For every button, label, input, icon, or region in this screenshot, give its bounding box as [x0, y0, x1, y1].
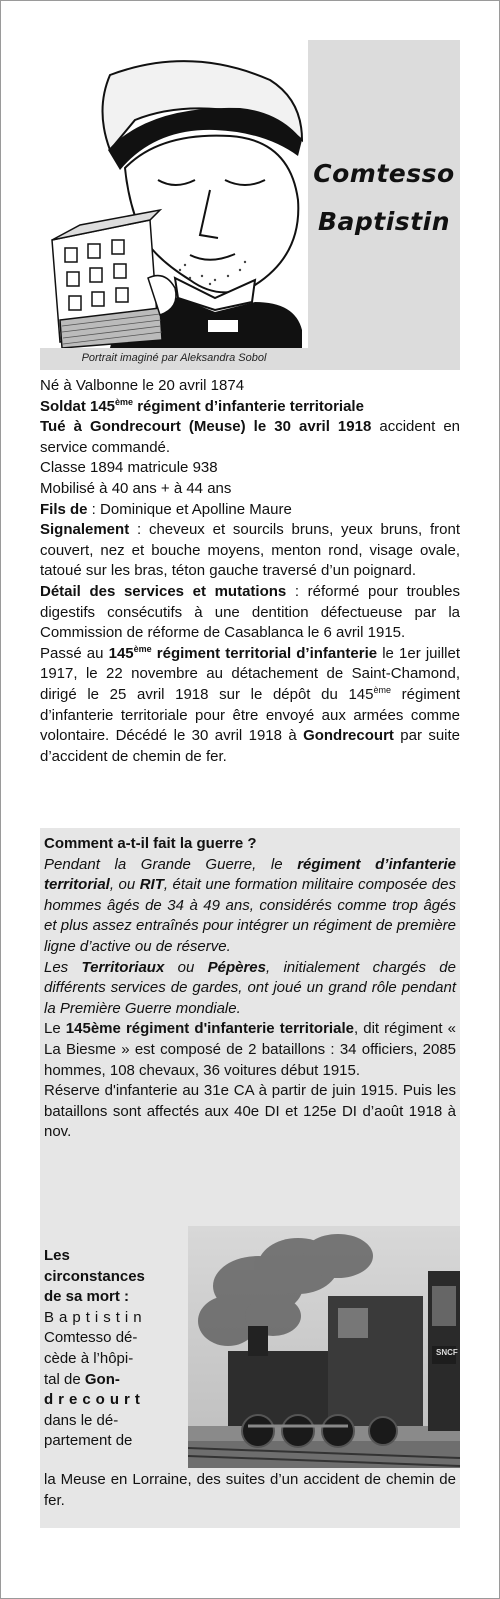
- loco-plate-text: SNCF: [436, 1348, 458, 1357]
- person-name: [308, 150, 460, 246]
- class-line: Classe 1894 matricule 938: [40, 459, 218, 477]
- signalement-paragraph: Signalement : cheveux et sourcils bruns, yeux bruns, front couvert, nez et bouche moyens, menton rond, visage ovale, tatoué sur les bras, téton gauche traversé d’un poignard.: [40, 521, 460, 580]
- soldier-line: Soldat 145ème régiment d’infanterie territoriale: [40, 396, 364, 415]
- circ-line-2: Comtesso dé-: [44, 1329, 138, 1347]
- war-title: Comment a-t-il fait la guerre ?: [44, 835, 257, 852]
- death-line: Tué à Gondrecourt (Meuse) le 30 avril 1918 accident en service commandé.: [40, 418, 461, 456]
- name-panel: [308, 40, 460, 370]
- circ-line-6: dans le dé-: [44, 1411, 119, 1429]
- war-paragraph-3: Le 145ème régiment d'infanterie territoriale, dit régiment « La Biesme » est composé de 2 bataillons : 34 officiers, 2085 hommes, 108 chevaux, 36 voitures début 1915.: [44, 1020, 456, 1079]
- mobilise-line: Mobilisé à 40 ans + à 44 ans: [40, 479, 232, 497]
- war-paragraph-4: Réserve d'infanterie au 31e CA à partir de juin 1915. Puis les bataillons sont affectés aux 40e DI et 125e DI d’août 1918 à nov.: [44, 1082, 456, 1141]
- war-paragraph-1: Pendant la Grande Guerre, le régiment d’infanterie territorial, ou RIT, était une formation militaire composée des hommes âgés de 34 à 49 ans, considérés comme trop âgés et plus assez entraînés pour intégrer un régiment de première ligne d’active ou de réserve.: [44, 855, 456, 955]
- war-paragraph-2: Les Territoriaux ou Pépères, initialement chargés de différents services de gardes, ont joué un grand rôle pendant la Première Guerre mondiale.: [44, 958, 456, 1017]
- circumstances-text: [44, 1246, 146, 1452]
- transfer-paragraph: Passé au 145ème régiment territorial d’infanterie le 1er juillet 1917, le 22 novembre au détachement de Saint-Chamond, dirigé le 25 avril 1918 sur le dépôt du 145ème régiment d’infanterie territoriale pour être envoyé aux armées comme volontaire. Décédé le 30 avril 1918 à Gondrecourt par suite d’accident de chemin de fer.: [40, 643, 461, 765]
- circ-line-7: partement de: [44, 1432, 133, 1450]
- parents-line: Fils de : Dominique et Apolline Maure: [40, 500, 292, 518]
- name-line-2: Baptistin: [317, 207, 451, 236]
- war-section: [40, 828, 460, 1232]
- circumstances-tail: la Meuse en Lorraine, des suites d’un accident de chemin de fer.: [44, 1471, 456, 1509]
- name-line-1: Comtesso: [313, 159, 455, 188]
- circ-line-4: tal de Gon-: [44, 1370, 120, 1388]
- portrait-illustration: [40, 40, 306, 348]
- circ-line-5: drecourt: [44, 1391, 145, 1409]
- circ-line-3: cède à l’hôpi-: [44, 1349, 134, 1367]
- services-paragraph: Détail des services et mutations : réformé pour troubles digestifs consécutifs à une dentition défectueuse par la Commission de réforme de Casablanca le 6 avril 1915.: [40, 582, 460, 642]
- locomotive-photo: [188, 1226, 460, 1468]
- birth-line: Né à Valbonne le 20 avril 1874: [40, 377, 245, 394]
- circumstances-title: Les circonstances de sa mort :: [44, 1247, 145, 1306]
- header: [40, 40, 460, 370]
- portrait-caption: Portrait imaginé par Aleksandra Sobol: [81, 352, 267, 364]
- caption-strip: [40, 348, 308, 370]
- circumstances-section: [40, 1226, 460, 1528]
- circ-line-1: Baptistin: [44, 1308, 147, 1326]
- biography: [40, 376, 460, 767]
